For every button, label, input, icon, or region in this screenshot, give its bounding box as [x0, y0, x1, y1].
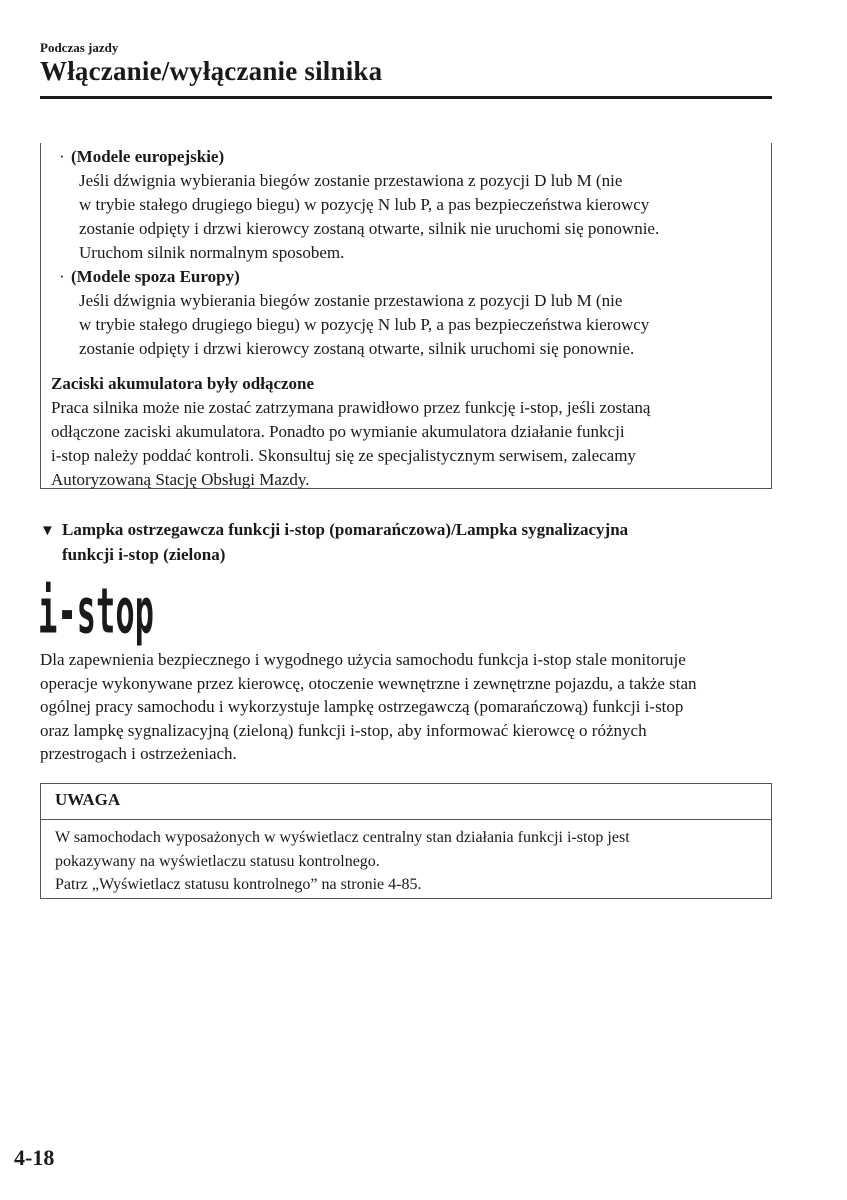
- bullet-head: · (Modele spoza Europy): [59, 265, 755, 289]
- text-line: Dla zapewnienia bezpiecznego i wygodnego użycia samochodu funkcja i-stop stale monitoruje: [40, 650, 686, 669]
- bullet-body: [59, 169, 755, 265]
- text-line: Jeśli dźwignia wybierania biegów zostanie przestawiona z pozycji D lub M (nie: [79, 171, 623, 190]
- section-label: Podczas jazdy: [40, 40, 119, 55]
- text-line: Patrz „Wyświetlacz statusu kontrolnego” na stronie 4-85.: [55, 876, 422, 893]
- bullet-dot: ·: [59, 267, 65, 286]
- text-line: operacje wykonywane przez kierowcę, otoczenie wewnętrzne i zewnętrzne pojazdu, a także stan: [40, 673, 697, 693]
- page-title: Włączanie/wyłączanie silnika: [40, 56, 383, 86]
- text-line: pokazywany na wyświetlaczu statusu kontrolnego.: [55, 852, 380, 870]
- note-heading: UWAGA: [41, 784, 771, 820]
- text-line: oraz lampkę sygnalizacyjną (zieloną) funkcji i-stop, aby informować kierowcę o różnych: [40, 720, 647, 740]
- intro-paragraph: [40, 648, 775, 766]
- lamp-section-heading: ▼ Lampka ostrzegawcza funkcji i-stop (pomarańczowa)/Lampka sygnalizacyjna funkcji i-stop (zielona): [40, 520, 629, 564]
- bullet-head: · (Modele europejskie): [59, 145, 755, 169]
- text-line: Praca silnika może nie zostać zatrzymana prawidłowo przez funkcję i-stop, jeśli zostaną: [51, 398, 651, 417]
- istop-logo-text: i-stop: [38, 574, 154, 648]
- note-box: [40, 783, 772, 899]
- text-line: zostanie odpięty i drzwi kierowcy zostaną otwarte, silnik uruchomi się ponownie.: [79, 339, 635, 358]
- istop-logo-icon: [38, 574, 158, 648]
- page-number: 4-18: [14, 1145, 55, 1170]
- battery-text: [51, 396, 755, 492]
- text-line: w trybie stałego drugiego biegu) w pozycję N lub P, a pas bezpieczeństwa kierowcy: [79, 195, 650, 214]
- triangle-marker-icon: ▼: [40, 523, 55, 539]
- text-line: Autoryzowaną Stację Obsługi Mazdy.: [51, 470, 310, 489]
- text-line: odłączone zaciski akumulatora. Ponadto po wymianie akumulatora działanie funkcji: [51, 422, 625, 441]
- text-line: Jeśli dźwignia wybierania biegów zostanie przestawiona z pozycji D lub M (nie: [79, 291, 623, 310]
- bullet-body: [59, 289, 755, 361]
- text-line: i-stop należy poddać kontroli. Skonsultuj się ze specjalistycznym serwisem, zalecamy: [51, 446, 636, 465]
- text-line: zostanie odpięty i drzwi kierowcy zostaną otwarte, silnik nie uruchomi się ponownie.: [79, 219, 660, 238]
- bullet-dot: ·: [59, 147, 65, 166]
- bullet-non-european: [51, 265, 755, 361]
- text-line: ogólnej pracy samochodu i wykorzystuje lampkę ostrzegawczą (pomarańczową) funkcji i-stop: [40, 697, 684, 717]
- bullet-european: [51, 145, 755, 265]
- caution-box: [40, 143, 772, 489]
- title-rule: [40, 96, 772, 99]
- text-line: w trybie stałego drugiego biegu) w pozycję N lub P, a pas bezpieczeństwa kierowcy: [79, 315, 650, 334]
- text-line: W samochodach wyposażonych w wyświetlacz centralny stan działania funkcji i-stop jest: [55, 829, 630, 846]
- note-body: [41, 820, 771, 897]
- text-line: przestrogach i ostrzeżeniach.: [40, 744, 237, 764]
- battery-subheading: Zaciski akumulatora były odłączone: [51, 374, 315, 393]
- text-line: Uruchom silnik normalnym sposobem.: [79, 243, 345, 262]
